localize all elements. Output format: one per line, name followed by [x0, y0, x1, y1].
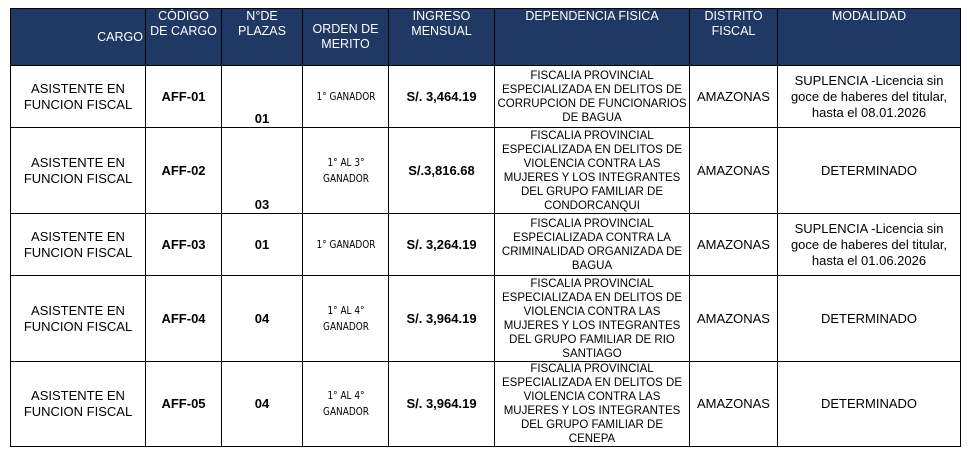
cell-codigo: AFF-02	[146, 128, 222, 214]
table-header-row	[11, 9, 961, 66]
cell-modalidad: SUPLENCIA -Licencia sin goce de haberes del titular, hasta el 01.06.2026	[778, 214, 961, 276]
cell-ingreso: S/. 3,464.19	[389, 66, 495, 128]
cell-orden: 1° GANADOR	[309, 214, 382, 276]
cell-dependencia: FISCALIA PROVINCIAL ESPECIALIZADA EN DELITOS DE VIOLENCIA CONTRA LAS MUJERES Y LOS INTEGRANTES DEL GRUPO FAMILIAR DE CONDORCANQUI	[495, 128, 690, 214]
cell-orden: 1° AL 4° GANADOR	[309, 362, 382, 447]
table-row	[11, 214, 961, 276]
cell-dependencia: FISCALIA PROVINCIAL ESPECIALIZADA EN DELITOS DE CORRUPCION DE FUNCIONARIOS DE BAGUA	[495, 66, 690, 128]
table-row	[11, 66, 961, 128]
header-dependencia-fisica: DEPENDENCIA FISICA	[495, 9, 690, 66]
cell-plazas: 04	[222, 362, 303, 447]
cell-dependencia: FISCALIA PROVINCIAL ESPECIALIZADA CONTRA LA CRIMINALIDAD ORGANIZADA DE BAGUA	[495, 214, 690, 276]
cell-dependencia: FISCALIA PROVINCIAL ESPECIALIZADA EN DELITOS DE VIOLENCIA CONTRA LAS MUJERES Y LOS INTEGRANTES DEL GRUPO FAMILIAR DE RIO SANTIAGO	[495, 276, 690, 362]
cell-distrito: AMAZONAS	[690, 66, 778, 128]
header-distrito-fiscal: DISTRITO FISCAL	[690, 9, 778, 66]
cell-codigo: AFF-05	[146, 362, 222, 447]
header-cargo: CARGO	[11, 9, 146, 66]
cell-modalidad: DETERMINADO	[778, 362, 961, 447]
cell-plazas: 01	[222, 214, 303, 276]
vacancies-table	[10, 8, 961, 447]
cell-cargo: ASISTENTE EN FUNCION FISCAL	[11, 214, 146, 276]
cell-orden: 1° GANADOR	[309, 66, 382, 128]
cell-modalidad: SUPLENCIA -Licencia sin goce de haberes del titular, hasta el 08.01.2026	[778, 66, 961, 128]
header-modalidad: MODALIDAD	[778, 9, 961, 66]
table-row	[11, 276, 961, 362]
table-row	[11, 128, 961, 214]
cell-plazas: 01	[222, 66, 303, 128]
cell-distrito: AMAZONAS	[690, 276, 778, 362]
cell-cargo: ASISTENTE EN FUNCION FISCAL	[11, 128, 146, 214]
cell-plazas: 03	[222, 128, 303, 214]
cell-distrito: AMAZONAS	[690, 362, 778, 447]
cell-ingreso: S/.3,816.68	[389, 128, 495, 214]
cell-plazas: 04	[222, 276, 303, 362]
cell-ingreso: S/. 3,964.19	[389, 362, 495, 447]
cell-codigo: AFF-03	[146, 214, 222, 276]
cell-codigo: AFF-04	[146, 276, 222, 362]
cell-orden: 1° AL 3° GANADOR	[309, 128, 382, 214]
cell-distrito: AMAZONAS	[690, 214, 778, 276]
header-orden-de-merito: ORDEN DE MERITO	[303, 9, 389, 66]
cell-cargo: ASISTENTE EN FUNCION FISCAL	[11, 276, 146, 362]
cell-dependencia: FISCALIA PROVINCIAL ESPECIALIZADA EN DELITOS DE VIOLENCIA CONTRA LAS MUJERES Y LOS INTEGRANTES DEL GRUPO FAMILIAR DE CENEPA	[495, 362, 690, 447]
table-row	[11, 362, 961, 447]
cell-ingreso: S/. 3,264.19	[389, 214, 495, 276]
cell-cargo: ASISTENTE EN FUNCION FISCAL	[11, 362, 146, 447]
header-ingreso-mensual: INGRESO MENSUAL	[389, 9, 495, 66]
cell-cargo: ASISTENTE EN FUNCION FISCAL	[11, 66, 146, 128]
cell-modalidad: DETERMINADO	[778, 128, 961, 214]
cell-distrito: AMAZONAS	[690, 128, 778, 214]
header-codigo-de-cargo: CÓDIGO DE CARGO	[146, 9, 222, 66]
cell-codigo: AFF-01	[146, 66, 222, 128]
cell-ingreso: S/. 3,964.19	[389, 276, 495, 362]
cell-orden: 1° AL 4° GANADOR	[309, 276, 382, 362]
cell-modalidad: DETERMINADO	[778, 276, 961, 362]
header-numero-de-plazas: N°DE PLAZAS	[222, 9, 303, 66]
